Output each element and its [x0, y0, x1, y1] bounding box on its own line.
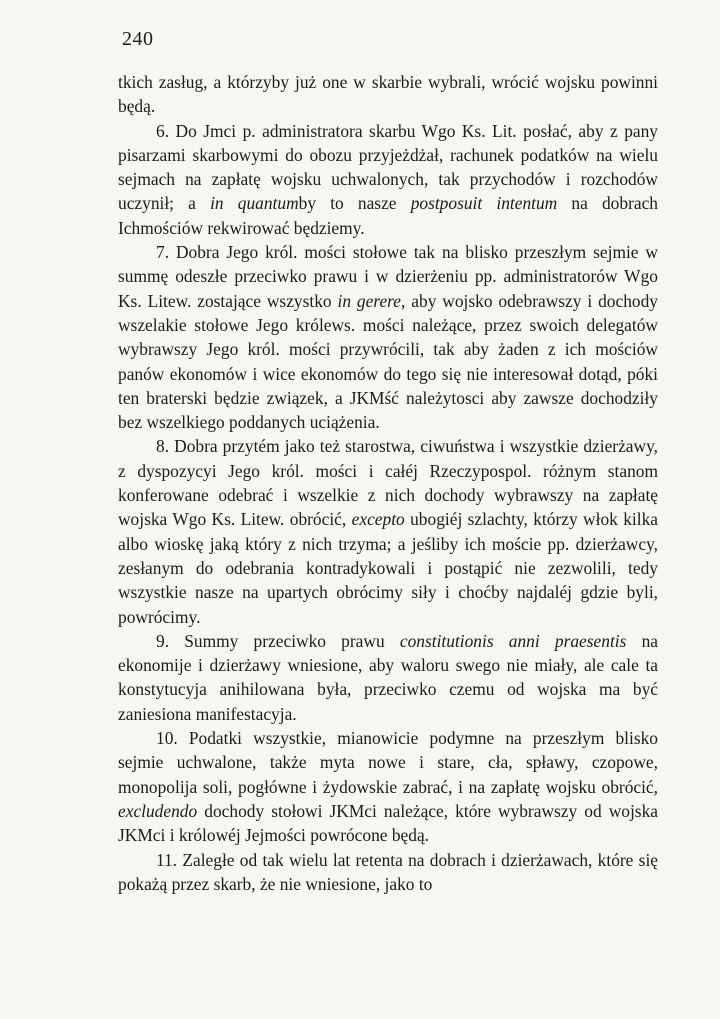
paragraph-cont [118, 70, 658, 119]
text-run: 10. Podatki wszystkie, mianowicie podymne na przeszłym blisko sejmie uchwalone, także myta nowe i stare, cła, spławy, czopowe, monopolija soli, pogłówne i żydowskie zabrać, i na zapłatę wojsku obrócić, [118, 728, 658, 797]
italic-latin-phrase: constitutionis anni praesentis [399, 630, 627, 651]
text-run: 8. Dobra przytém jako też starostwa, ciwuństwa i wszystkie dzierżawy, z dyspozycyi Jego król. mości i całéj Rzeczypospol. różnym stanom konferowane odebrać i wszelkie z nich dochody wybrawszy na zapłatę wojska Wgo Ks. Litew. obrócić, [118, 436, 658, 530]
paragraph-p7 [118, 240, 658, 434]
page-number: 240 [122, 28, 154, 50]
text-run: ubogiéj szlachty, którzy włok kilka albo wioskę jaką który z nich trzyma; a jeśliby ich moście pp. dzierżawcy, zesłanym do odebrania kontradykowali i postąpić nie zezwolili, tedy wszystkie nasze na upartych obrócimy siły i choćby najdaléj gdzie byli, powrócimy. [118, 509, 658, 627]
text-run: 9. Summy przeciwko prawu [156, 630, 400, 651]
text-run: 11. Zaległe od tak wielu lat retenta na dobrach i dzierżawach, które się pokażą przez skarb, że nie wniesione, jako to [118, 849, 658, 894]
paragraph-p11 [118, 848, 658, 897]
text-run: tkich zasług, a którzyby już one w skarbie wybrali, wrócić wojsku powinni będą. [118, 72, 658, 117]
italic-latin-phrase: postposuit intentum [410, 193, 558, 214]
italic-latin-phrase: in gerere [337, 290, 402, 311]
paragraph-p8 [118, 434, 658, 628]
italic-latin-phrase: excludendo [118, 800, 198, 821]
text-run: dochody stołowi JKMci należące, które wybrawszy od wojska JKMci i królowéj Jejmości powrócone będą. [118, 800, 658, 846]
text-run: 6. Do Jmci p. administratora skarbu Wgo Ks. Lit. posłać, aby z pany pisarzami skarbowymi do obozu przyjeżdżał, rachunek podatków na wielu sejmach na zapłatę wojsku uchwalonych, tak przychodów i rozchodów uczynił; a [118, 120, 658, 214]
text-run: na ekonomije i dzierżawy wniesione, aby waloru swego nie miały, ale cale ta konstytucyja anihilowana była, przeciwko czemu od wojska ma być zaniesiona manifestacyja. [118, 630, 659, 724]
paragraph-p10 [118, 726, 658, 847]
paragraph-p6 [118, 119, 658, 240]
text-run: 7. Dobra Jego król. mości stołowe tak na blisko przeszłym sejmie w summę odeszłe przeciwko prawu i w dzierżeniu pp. administratorów Wgo Ks. Litew. zostające wszystko [118, 242, 658, 311]
italic-latin-phrase: in quantum [210, 193, 299, 214]
body-text [118, 70, 658, 896]
text-run: by to nasze [298, 193, 411, 214]
italic-latin-phrase: excepto [351, 509, 405, 530]
text-run: na dobrach Ichmościów rekwirować będziemy. [118, 193, 658, 238]
paragraph-p9 [118, 629, 658, 726]
text-run: , aby wojsko odebrawszy i dochody wszelakie stołowe Jego królews. mości należące, przez swoich delegatów wybrawszy Jego król. mości przywrócili, tak aby żaden z ich mościów panów ekonomów i wice ekonomów do tego się nie interesował dotąd, póki ten braterski będzie związek, a JKMść należytosci aby zawsze dochodziły bez wszelkiego poddanych uciążenia. [118, 290, 658, 433]
